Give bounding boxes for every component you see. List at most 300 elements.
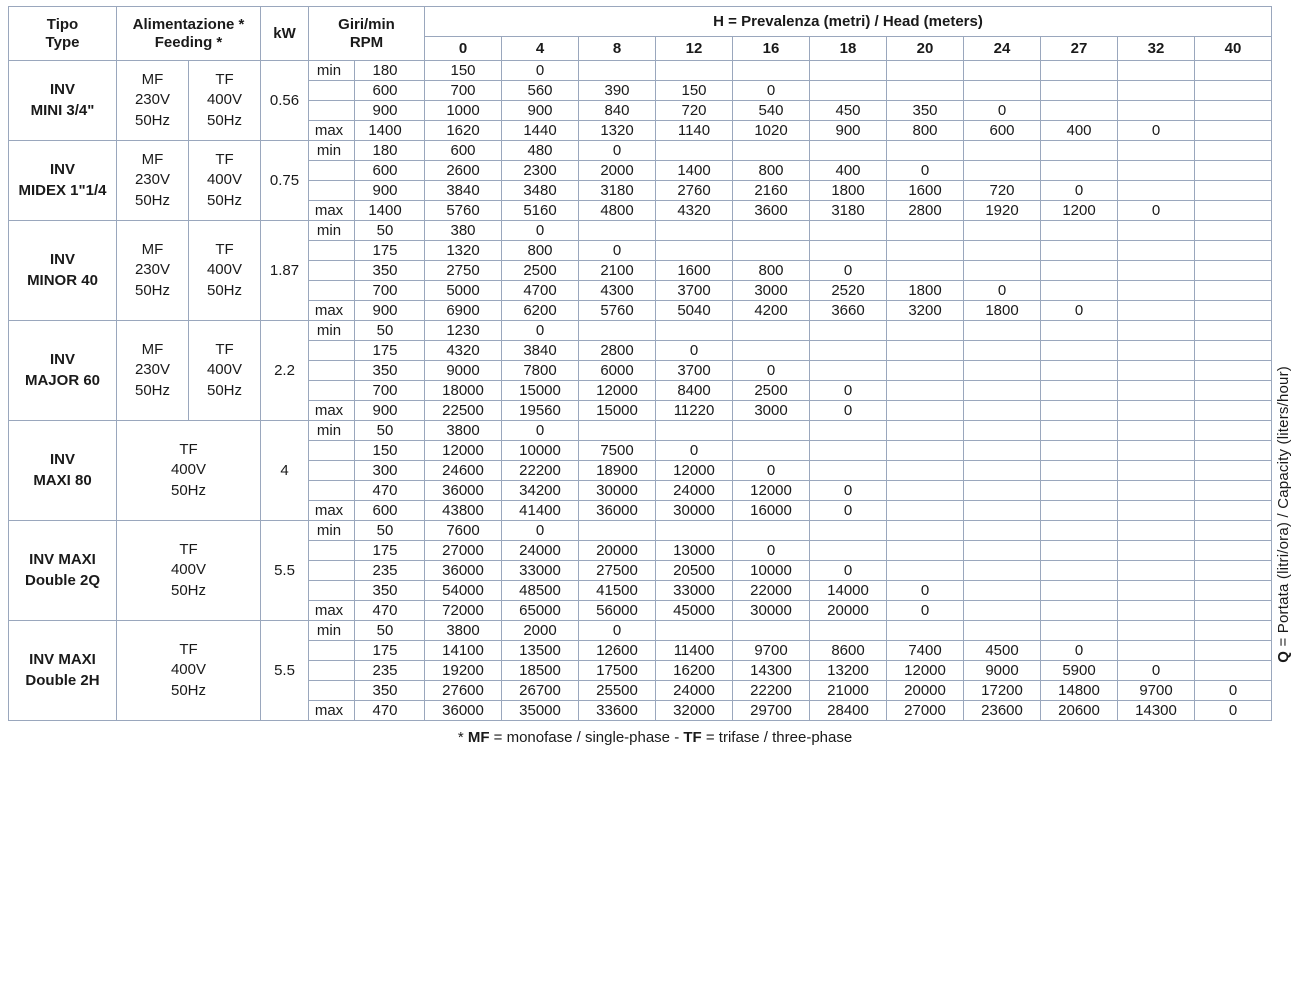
capacity-cell: 43800 <box>425 501 502 521</box>
feeding-spec-mf-line2: 230V <box>134 361 171 379</box>
rpm-minmax-label: max <box>309 501 355 521</box>
model-name-line2: MINI 3/4" <box>30 101 95 119</box>
rpm-minmax-label <box>309 241 355 261</box>
capacity-cell: 16200 <box>656 661 733 681</box>
capacity-cell: 13500 <box>502 641 579 661</box>
capacity-cell: 0 <box>1041 641 1118 661</box>
capacity-cell: 48500 <box>502 581 579 601</box>
capacity-cell <box>1195 81 1272 101</box>
capacity-cell: 1140 <box>656 121 733 141</box>
capacity-cell <box>1118 141 1195 161</box>
feeding-spec-tf-line2: 400V <box>206 261 243 279</box>
feeding-spec-tf-line1: TF <box>215 241 234 259</box>
capacity-cell <box>1041 461 1118 481</box>
pump-specification-table <box>8 6 1272 721</box>
capacity-cell <box>810 141 887 161</box>
capacity-cell: 6200 <box>502 301 579 321</box>
rpm-value: 50 <box>355 321 425 341</box>
capacity-cell: 0 <box>810 401 887 421</box>
capacity-cell: 33000 <box>656 581 733 601</box>
power-kw: 5.5 <box>261 521 309 621</box>
capacity-cell <box>1041 421 1118 441</box>
capacity-cell <box>1041 101 1118 121</box>
rpm-minmax-label: min <box>309 61 355 81</box>
capacity-cell <box>810 321 887 341</box>
feeding-spec-line3: 50Hz <box>170 481 207 499</box>
capacity-cell <box>964 161 1041 181</box>
capacity-cell: 3180 <box>810 201 887 221</box>
capacity-cell <box>1195 381 1272 401</box>
rpm-minmax-label <box>309 381 355 401</box>
rpm-value: 600 <box>355 501 425 521</box>
header-head-value: 27 <box>1041 37 1118 61</box>
capacity-cell <box>964 141 1041 161</box>
capacity-cell <box>1195 361 1272 381</box>
header-head-value: 24 <box>964 37 1041 61</box>
capacity-cell: 1800 <box>887 281 964 301</box>
power-kw: 5.5 <box>261 621 309 721</box>
feeding-spec-mf-line1: MF <box>141 241 164 259</box>
feeding-spec-line1: TF <box>179 641 198 659</box>
rpm-minmax-label: max <box>309 301 355 321</box>
power-kw: 1.87 <box>261 221 309 321</box>
capacity-cell <box>1041 281 1118 301</box>
capacity-cell: 0 <box>502 61 579 81</box>
footnote-mf: MF <box>467 729 490 746</box>
capacity-cell: 2800 <box>887 201 964 221</box>
capacity-cell: 30000 <box>656 501 733 521</box>
capacity-cell <box>1041 321 1118 341</box>
capacity-cell: 0 <box>810 261 887 281</box>
capacity-cell: 4320 <box>425 341 502 361</box>
rpm-minmax-label <box>309 261 355 281</box>
capacity-cell: 0 <box>887 161 964 181</box>
rpm-minmax-label: min <box>309 421 355 441</box>
capacity-cell: 4200 <box>733 301 810 321</box>
footnote-end: = trifase / three-phase <box>701 729 853 746</box>
rpm-value: 50 <box>355 421 425 441</box>
feeding-spec-tf-line1: TF <box>215 151 234 169</box>
power-kw: 0.75 <box>261 141 309 221</box>
feeding-spec <box>117 621 261 721</box>
capacity-cell <box>1118 181 1195 201</box>
capacity-cell <box>1118 501 1195 521</box>
rpm-value: 300 <box>355 461 425 481</box>
capacity-cell: 19560 <box>502 401 579 421</box>
capacity-cell <box>656 621 733 641</box>
capacity-cell <box>887 141 964 161</box>
capacity-cell <box>1195 281 1272 301</box>
capacity-cell <box>1195 241 1272 261</box>
model-name <box>9 321 117 421</box>
table-row <box>9 321 1272 341</box>
capacity-cell: 27600 <box>425 681 502 701</box>
capacity-cell <box>1118 561 1195 581</box>
rpm-value: 180 <box>355 61 425 81</box>
capacity-cell <box>1195 161 1272 181</box>
capacity-cell: 22500 <box>425 401 502 421</box>
capacity-cell: 0 <box>579 621 656 641</box>
rpm-value: 235 <box>355 661 425 681</box>
capacity-cell: 0 <box>1118 661 1195 681</box>
capacity-cell: 720 <box>964 181 1041 201</box>
capacity-cell: 24600 <box>425 461 502 481</box>
capacity-cell: 56000 <box>579 601 656 621</box>
capacity-cell <box>887 241 964 261</box>
capacity-cell: 41400 <box>502 501 579 521</box>
capacity-cell: 26700 <box>502 681 579 701</box>
feeding-spec-line3: 50Hz <box>170 681 207 699</box>
capacity-cell <box>810 421 887 441</box>
header-feeding-line1: Alimentazione * <box>132 16 245 34</box>
capacity-cell: 5760 <box>579 301 656 321</box>
model-name-line2: MIDEX 1"1/4 <box>18 181 107 199</box>
feeding-spec-mf-line1: MF <box>141 151 164 169</box>
capacity-cell: 1020 <box>733 121 810 141</box>
capacity-cell: 22000 <box>733 581 810 601</box>
capacity-cell: 3000 <box>733 281 810 301</box>
rpm-value: 900 <box>355 101 425 121</box>
feeding-spec-tf <box>189 61 261 141</box>
feeding-spec-mf-line3: 50Hz <box>134 111 171 129</box>
capacity-cell <box>656 321 733 341</box>
capacity-cell: 4700 <box>502 281 579 301</box>
capacity-cell: 700 <box>425 81 502 101</box>
capacity-cell <box>579 521 656 541</box>
feeding-spec-tf <box>189 221 261 321</box>
capacity-cell: 36000 <box>425 481 502 501</box>
header-head-value: 20 <box>887 37 964 61</box>
rpm-minmax-label: min <box>309 621 355 641</box>
rpm-value: 235 <box>355 561 425 581</box>
model-name-line1: INV <box>49 161 75 179</box>
capacity-cell: 2000 <box>579 161 656 181</box>
capacity-cell: 11400 <box>656 641 733 661</box>
capacity-cell <box>964 361 1041 381</box>
rpm-value: 180 <box>355 141 425 161</box>
capacity-cell <box>964 521 1041 541</box>
rpm-value: 600 <box>355 161 425 181</box>
rpm-value: 50 <box>355 621 425 641</box>
capacity-cell <box>733 241 810 261</box>
capacity-cell: 9700 <box>733 641 810 661</box>
feeding-spec-tf <box>189 321 261 421</box>
capacity-cell <box>1041 601 1118 621</box>
capacity-cell <box>887 501 964 521</box>
capacity-cell <box>1118 541 1195 561</box>
capacity-cell <box>1195 641 1272 661</box>
capacity-cell: 32000 <box>656 701 733 721</box>
rpm-value: 175 <box>355 541 425 561</box>
capacity-cell: 33000 <box>502 561 579 581</box>
capacity-cell: 5160 <box>502 201 579 221</box>
feeding-spec-mf <box>117 141 189 221</box>
capacity-cell: 2600 <box>425 161 502 181</box>
capacity-cell <box>1041 501 1118 521</box>
capacity-cell <box>1118 321 1195 341</box>
capacity-cell <box>887 61 964 81</box>
capacity-cell: 0 <box>887 581 964 601</box>
capacity-cell: 25500 <box>579 681 656 701</box>
capacity-cell: 10000 <box>733 561 810 581</box>
footnote-mid: = monofase / single-phase - <box>489 729 684 746</box>
capacity-cell <box>579 321 656 341</box>
capacity-axis-description: = Portata (litri/ora) / Capacity (liters/hour) <box>1274 365 1292 651</box>
capacity-cell <box>1195 421 1272 441</box>
capacity-cell <box>964 581 1041 601</box>
capacity-cell <box>1195 581 1272 601</box>
capacity-cell: 3200 <box>887 301 964 321</box>
capacity-cell: 0 <box>502 321 579 341</box>
table-row <box>9 621 1272 641</box>
capacity-cell <box>810 341 887 361</box>
capacity-cell <box>1195 461 1272 481</box>
rpm-minmax-label <box>309 541 355 561</box>
rpm-minmax-label <box>309 81 355 101</box>
feeding-spec-line3: 50Hz <box>170 581 207 599</box>
capacity-axis-label <box>1262 86 1304 942</box>
capacity-cell <box>656 221 733 241</box>
capacity-cell <box>964 481 1041 501</box>
capacity-cell: 7500 <box>579 441 656 461</box>
capacity-cell: 2520 <box>810 281 887 301</box>
capacity-cell <box>887 441 964 461</box>
capacity-cell: 3180 <box>579 181 656 201</box>
capacity-cell: 380 <box>425 221 502 241</box>
capacity-cell: 20600 <box>1041 701 1118 721</box>
rpm-value: 900 <box>355 301 425 321</box>
capacity-cell: 36000 <box>425 701 502 721</box>
header-feeding <box>117 7 261 61</box>
capacity-cell: 600 <box>425 141 502 161</box>
capacity-cell: 16000 <box>733 501 810 521</box>
capacity-cell <box>1118 221 1195 241</box>
header-head-value: 12 <box>656 37 733 61</box>
capacity-cell <box>964 461 1041 481</box>
capacity-cell <box>1041 341 1118 361</box>
capacity-cell <box>810 361 887 381</box>
capacity-cell: 1600 <box>887 181 964 201</box>
capacity-cell: 450 <box>810 101 887 121</box>
capacity-cell: 4800 <box>579 201 656 221</box>
rpm-minmax-label: max <box>309 701 355 721</box>
capacity-cell: 18500 <box>502 661 579 681</box>
capacity-cell: 5000 <box>425 281 502 301</box>
capacity-cell: 17500 <box>579 661 656 681</box>
feeding-spec-line1: TF <box>179 441 198 459</box>
capacity-cell: 4300 <box>579 281 656 301</box>
rpm-value: 50 <box>355 521 425 541</box>
capacity-cell: 0 <box>502 221 579 241</box>
model-name-line2: Double 2H <box>25 671 100 689</box>
model-name <box>9 61 117 141</box>
capacity-cell <box>1118 421 1195 441</box>
feeding-spec-mf-line2: 230V <box>134 91 171 109</box>
rpm-value: 470 <box>355 601 425 621</box>
rpm-value: 350 <box>355 681 425 701</box>
feeding-spec-tf <box>189 141 261 221</box>
rpm-value: 175 <box>355 241 425 261</box>
rpm-minmax-label: min <box>309 321 355 341</box>
capacity-cell: 2800 <box>579 341 656 361</box>
capacity-cell <box>1041 621 1118 641</box>
model-name-line1: INV <box>49 251 75 269</box>
capacity-cell <box>1195 541 1272 561</box>
capacity-cell: 7800 <box>502 361 579 381</box>
capacity-cell: 540 <box>733 101 810 121</box>
rpm-value: 175 <box>355 341 425 361</box>
capacity-cell: 1200 <box>1041 201 1118 221</box>
capacity-cell: 5900 <box>1041 661 1118 681</box>
capacity-cell: 5760 <box>425 201 502 221</box>
capacity-cell: 15000 <box>502 381 579 401</box>
capacity-cell: 8600 <box>810 641 887 661</box>
capacity-cell: 2760 <box>656 181 733 201</box>
capacity-cell <box>1118 581 1195 601</box>
capacity-cell: 350 <box>887 101 964 121</box>
rpm-minmax-label: min <box>309 221 355 241</box>
capacity-cell <box>964 241 1041 261</box>
capacity-cell: 7600 <box>425 521 502 541</box>
capacity-cell: 12000 <box>733 481 810 501</box>
capacity-cell <box>1041 481 1118 501</box>
capacity-cell: 72000 <box>425 601 502 621</box>
capacity-cell <box>964 321 1041 341</box>
capacity-cell <box>656 141 733 161</box>
capacity-cell <box>733 441 810 461</box>
capacity-cell: 14300 <box>1118 701 1195 721</box>
capacity-cell: 1000 <box>425 101 502 121</box>
capacity-cell <box>887 321 964 341</box>
capacity-cell: 3000 <box>733 401 810 421</box>
rpm-value: 900 <box>355 181 425 201</box>
model-name <box>9 141 117 221</box>
capacity-cell: 0 <box>502 521 579 541</box>
table-row <box>9 141 1272 161</box>
capacity-cell: 20000 <box>810 601 887 621</box>
capacity-cell <box>1118 381 1195 401</box>
capacity-cell <box>1195 481 1272 501</box>
capacity-cell <box>1041 361 1118 381</box>
capacity-cell: 36000 <box>579 501 656 521</box>
capacity-cell: 8400 <box>656 381 733 401</box>
capacity-cell: 400 <box>810 161 887 181</box>
capacity-cell <box>964 541 1041 561</box>
capacity-cell <box>1118 301 1195 321</box>
feeding-spec-mf-line1: MF <box>141 71 164 89</box>
capacity-cell <box>1195 341 1272 361</box>
capacity-cell <box>733 61 810 81</box>
header-kw: kW <box>261 7 309 61</box>
feeding-spec-tf-line2: 400V <box>206 91 243 109</box>
power-kw: 0.56 <box>261 61 309 141</box>
model-name-line2: Double 2Q <box>24 571 100 589</box>
rpm-minmax-label <box>309 341 355 361</box>
capacity-cell <box>964 441 1041 461</box>
model-name-line2: MAXI 80 <box>33 471 92 489</box>
capacity-cell: 0 <box>810 561 887 581</box>
feeding-spec-mf-line2: 230V <box>134 261 171 279</box>
capacity-cell <box>579 221 656 241</box>
capacity-cell: 15000 <box>579 401 656 421</box>
capacity-cell: 11220 <box>656 401 733 421</box>
capacity-cell <box>964 381 1041 401</box>
capacity-cell: 30000 <box>579 481 656 501</box>
capacity-cell <box>810 441 887 461</box>
header-feeding-line2: Feeding * <box>154 33 223 51</box>
rpm-value: 1400 <box>355 201 425 221</box>
table-row <box>9 521 1272 541</box>
capacity-cell <box>1041 261 1118 281</box>
rpm-minmax-label <box>309 181 355 201</box>
capacity-cell: 800 <box>502 241 579 261</box>
header-head-value: 40 <box>1195 37 1272 61</box>
capacity-cell: 12000 <box>425 441 502 461</box>
capacity-cell <box>1118 101 1195 121</box>
capacity-cell <box>887 221 964 241</box>
rpm-value: 700 <box>355 281 425 301</box>
capacity-cell <box>1195 561 1272 581</box>
model-name-line2: MAJOR 60 <box>24 371 101 389</box>
capacity-cell: 560 <box>502 81 579 101</box>
capacity-cell: 14300 <box>733 661 810 681</box>
capacity-cell: 800 <box>887 121 964 141</box>
capacity-cell <box>810 81 887 101</box>
capacity-cell: 30000 <box>733 601 810 621</box>
capacity-cell: 28400 <box>810 701 887 721</box>
capacity-cell <box>887 361 964 381</box>
capacity-cell: 400 <box>1041 121 1118 141</box>
header-rpm <box>309 7 425 61</box>
capacity-cell: 3700 <box>656 281 733 301</box>
capacity-cell <box>887 261 964 281</box>
capacity-cell: 10000 <box>502 441 579 461</box>
capacity-cell <box>1118 481 1195 501</box>
capacity-cell: 20000 <box>579 541 656 561</box>
capacity-cell: 0 <box>810 381 887 401</box>
capacity-cell: 14100 <box>425 641 502 661</box>
feeding-spec-tf-line3: 50Hz <box>206 381 243 399</box>
capacity-cell <box>1041 581 1118 601</box>
capacity-cell <box>1118 161 1195 181</box>
rpm-minmax-label <box>309 281 355 301</box>
capacity-cell <box>1195 401 1272 421</box>
capacity-cell <box>1041 381 1118 401</box>
model-name-line2: MINOR 40 <box>27 271 98 289</box>
feeding-spec-tf-line1: TF <box>215 341 234 359</box>
capacity-cell: 800 <box>733 261 810 281</box>
rpm-value: 350 <box>355 261 425 281</box>
capacity-cell: 3700 <box>656 361 733 381</box>
capacity-cell: 2000 <box>502 621 579 641</box>
capacity-cell: 0 <box>1041 181 1118 201</box>
header-head-value: 32 <box>1118 37 1195 61</box>
capacity-cell: 18000 <box>425 381 502 401</box>
capacity-cell <box>1118 281 1195 301</box>
header-rpm-line1: Giri/min <box>338 15 395 33</box>
capacity-cell: 3800 <box>425 421 502 441</box>
capacity-cell <box>733 321 810 341</box>
capacity-cell <box>1118 261 1195 281</box>
model-name <box>9 221 117 321</box>
feeding-spec-mf-line1: MF <box>141 341 164 359</box>
capacity-cell <box>1118 441 1195 461</box>
feeding-spec-tf-line3: 50Hz <box>206 191 243 209</box>
capacity-cell: 13000 <box>656 541 733 561</box>
capacity-cell: 20000 <box>887 681 964 701</box>
footnote-star: * <box>457 729 468 746</box>
capacity-cell <box>733 421 810 441</box>
